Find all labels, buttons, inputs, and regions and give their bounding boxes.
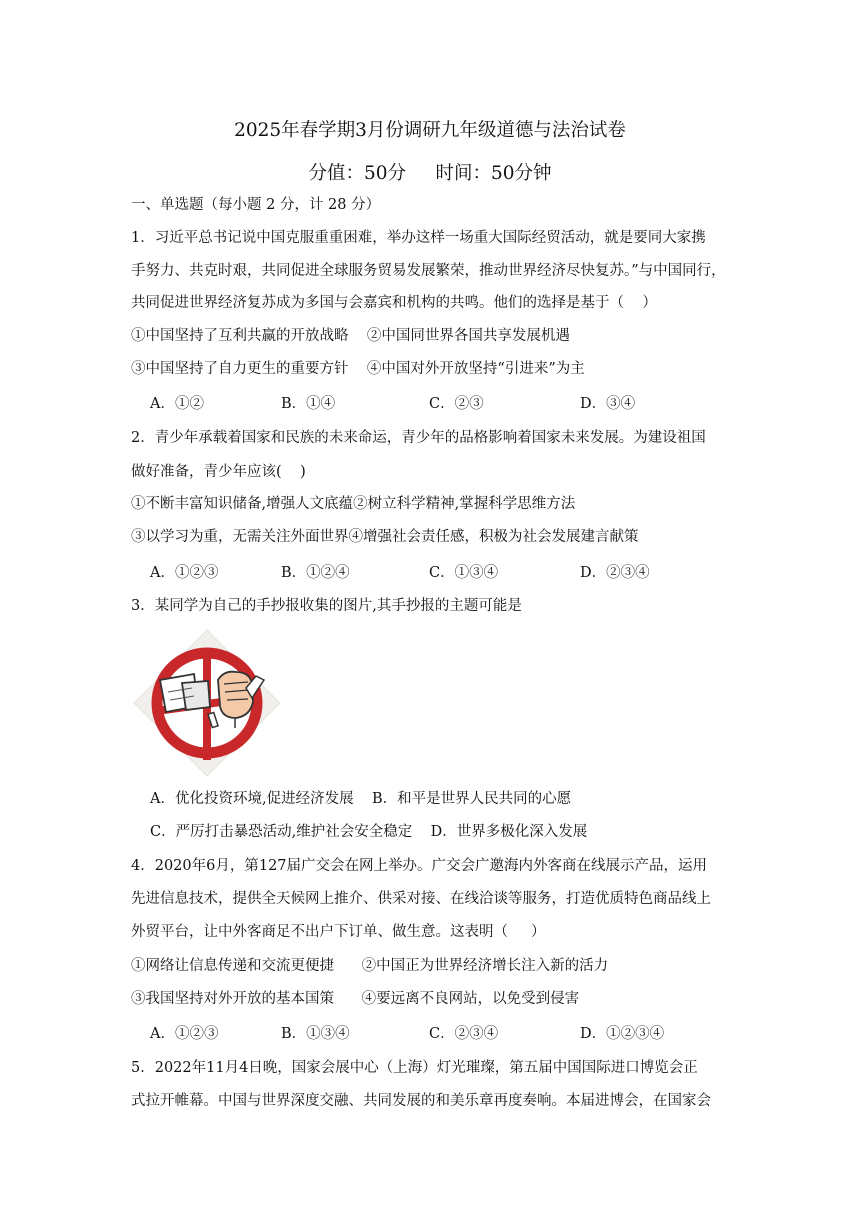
q5-line-1: 5．2022年11月4日晚，国家会展中心（上海）灯光璀璨，第五届中国国际进口博览会正 <box>131 1060 698 1076</box>
q4-option-b[interactable]: B．①③④ <box>281 1026 350 1042</box>
q3-line-1: 3．某同学为自己的手抄报收集的图片,其手抄报的主题可能是 <box>131 598 522 614</box>
q4-line-2: 先进信息技术，提供全天候网上推介、供采对接、在线洽谈等服务，打造优质特色商品线上 <box>131 891 711 907</box>
q3-option-ab[interactable]: A．优化投资环境,促进经济发展 B．和平是世界人民共同的心愿 <box>150 791 572 807</box>
page-title: 2025年春学期3月份调研九年级道德与法治试卷 <box>234 120 626 141</box>
q2-option-a[interactable]: A．①②③ <box>150 565 219 581</box>
q4-option-a[interactable]: A．①②③ <box>150 1026 219 1042</box>
q2-option-d[interactable]: D．②③④ <box>580 565 650 581</box>
q1-line-1: 1．习近平总书记说中国克服重重困难，举办这样一场重大国际经贸活动，就是要同大家携 <box>131 230 706 246</box>
page-subtitle: 分值：50分 时间：50分钟 <box>308 163 552 184</box>
section-heading: 一、单选题（每小题 2 分，计 28 分） <box>131 197 381 213</box>
q2-statement-2: ③以学习为重，无需关注外面世界④增强社会责任感，积极为社会发展建言献策 <box>131 529 639 545</box>
q3-option-cd[interactable]: C．严厉打击暴恐活动,维护社会安全稳定 D．世界多极化深入发展 <box>150 824 588 840</box>
q2-statement-1: ①不断丰富知识储备,增强人文底蕴②树立科学精神,掌握科学思维方法 <box>131 496 576 512</box>
anti-terror-image <box>132 628 282 778</box>
q4-statement-2: ③我国坚持对外开放的基本国策 ④要远离不良网站，以免受到侵害 <box>131 991 580 1007</box>
q4-line-3: 外贸平台，让中外客商足不出户下订单、做生意。这表明（ ） <box>131 924 546 940</box>
q2-line-1: 2．青少年承载着国家和民族的未来命运，青少年的品格影响着国家未来发展。为建设祖国 <box>131 430 706 446</box>
q2-option-c[interactable]: C．①③④ <box>429 565 499 581</box>
q2-option-b[interactable]: B．①②④ <box>281 565 350 581</box>
q1-statement-2: ③中国坚持了自力更生的重要方针 ④中国对外开放坚持“引进来”为主 <box>131 361 585 377</box>
q1-option-b[interactable]: B．①④ <box>281 396 336 412</box>
q1-option-a[interactable]: A．①② <box>150 396 204 412</box>
q4-statement-1: ①网络让信息传递和交流更便捷 ②中国正为世界经济增长注入新的活力 <box>131 958 609 974</box>
q4-option-d[interactable]: D．①②③④ <box>580 1026 665 1042</box>
q5-line-2: 式拉开帷幕。中国与世界深度交融、共同发展的和美乐章再度奏响。本届进博会，在国家会 <box>131 1093 711 1109</box>
q4-option-c[interactable]: C．②③④ <box>429 1026 499 1042</box>
q1-line-2: 手努力、共克时艰，共同促进全球服务贸易发展繁荣，推动世界经济尽快复苏。”与中国同行， <box>131 263 726 279</box>
q1-statement-1: ①中国坚持了互利共赢的开放战略 ②中国同世界各国共享发展机遇 <box>131 328 570 344</box>
q1-option-d[interactable]: D．③④ <box>580 396 636 412</box>
q2-line-2: 做好准备，青少年应该( ) <box>131 464 306 480</box>
q1-option-c[interactable]: C．②③ <box>429 396 484 412</box>
q1-line-3: 共同促进世界经济复苏成为多国与会嘉宾和机构的共鸣。他们的选择是基于（ ） <box>131 295 657 311</box>
q4-line-1: 4．2020年6月，第127届广交会在网上举办。广交会广邀海内外客商在线展示产品，运用 <box>131 858 708 874</box>
